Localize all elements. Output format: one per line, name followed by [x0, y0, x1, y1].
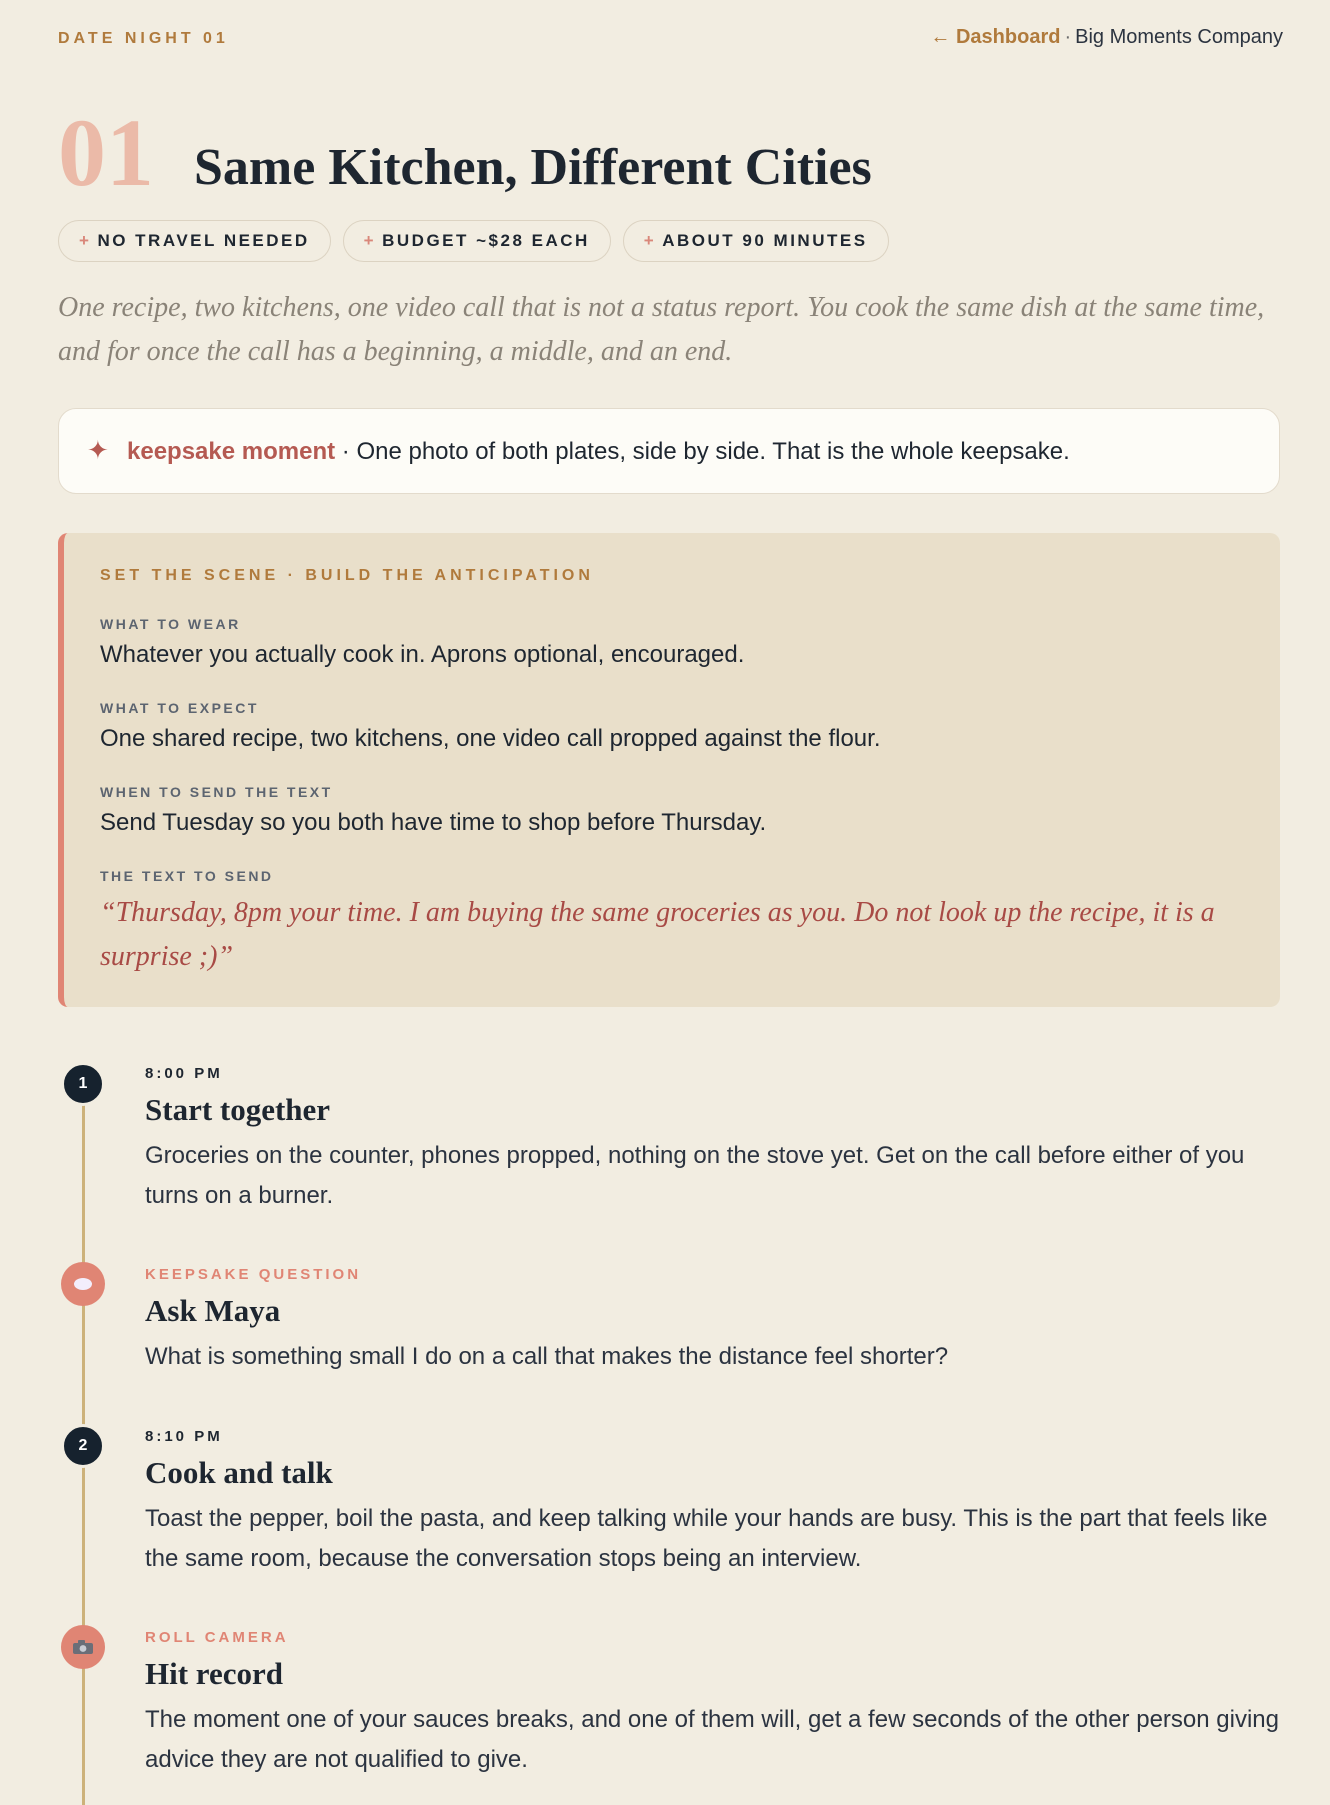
scene-value-expect: One shared recipe, two kitchens, one video call propped against the flour. — [100, 725, 881, 752]
step-body: The moment one of your sauces breaks, and one of them will, get a few seconds of the other person giving advice they are not qualified to give. — [145, 1706, 1279, 1773]
scene-label-expect: WHAT TO EXPECT — [100, 700, 259, 716]
timeline-step — [145, 1428, 1280, 1579]
tag-budget — [343, 220, 611, 262]
step-body: What is something small I do on a call that makes the distance feel shorter? — [145, 1343, 949, 1370]
breadcrumb — [930, 26, 1283, 49]
scene-heading: SET THE SCENE · BUILD THE ANTICIPATION — [100, 567, 594, 584]
camera-icon — [61, 1625, 105, 1669]
tag-label: ABOUT 90 MINUTES — [662, 231, 868, 250]
scene-label-wear: WHAT TO WEAR — [100, 616, 241, 632]
tag-list — [58, 220, 889, 262]
scene-value-when: Send Tuesday so you both have time to shop before Thursday. — [100, 809, 767, 836]
keepsake-card — [58, 408, 1280, 494]
intro-text: One recipe, two kitchens, one video call that is not a status report. You cook the same dish at the same time, and for once the call has a beginning, a middle, and an end. — [58, 292, 1265, 367]
plus-icon: + — [79, 231, 92, 250]
date-number: 01 — [58, 99, 154, 206]
dashboard-link[interactable] — [930, 26, 1060, 48]
eyebrow-label: DATE NIGHT 01 — [58, 30, 229, 47]
tag-label: NO TRAVEL NEEDED — [97, 231, 310, 250]
step-body: Groceries on the counter, phones propped, nothing on the stove yet. Get on the call before either of you turns on a burner. — [145, 1142, 1245, 1209]
dashboard-link-label: Dashboard — [955, 26, 1061, 48]
step-time: 8:10 PM — [145, 1428, 223, 1445]
keepsake-line — [127, 438, 1070, 466]
speech-bubble-icon — [61, 1262, 105, 1306]
step-body: Toast the pepper, boil the pasta, and keep talking while your hands are busy. This is the part that feels like the same room, because the conversation stops being an interview. — [145, 1505, 1268, 1572]
company-name: Big Moments Company — [1075, 26, 1283, 48]
tag-no-travel — [58, 220, 331, 262]
timeline-step — [145, 1629, 1280, 1780]
arrow-left-icon: ← — [930, 26, 951, 48]
page-title: Same Kitchen, Different Cities — [194, 139, 872, 196]
step-tag: KEEPSAKE QUESTION — [145, 1266, 362, 1283]
step-title: Ask Maya — [145, 1293, 281, 1328]
step-marker: 2 — [61, 1424, 105, 1468]
timeline-step — [145, 1065, 1280, 1216]
step-title: Hit record — [145, 1656, 284, 1691]
plus-icon: + — [363, 231, 377, 250]
step-marker: 1 — [61, 1062, 105, 1106]
keepsake-text: One photo of both plates, side by side. That is the whole keepsake. — [356, 438, 1070, 465]
step-title: Start together — [145, 1092, 331, 1127]
scene-quote: “Thursday, 8pm your time. I am buying the same groceries as you. Do not look up the recipe, it is a surprise ;)” — [100, 897, 1215, 972]
tag-label: BUDGET ~$28 EACH — [382, 231, 590, 250]
sparkle-icon: ✦ — [87, 435, 109, 465]
scene-card — [58, 533, 1280, 1007]
timeline-step — [145, 1266, 1280, 1377]
plus-icon: + — [643, 231, 657, 250]
keepsake-label: keepsake moment — [127, 438, 336, 465]
keepsake-separator: · — [341, 438, 350, 465]
tag-duration — [623, 220, 889, 262]
step-tag: ROLL CAMERA — [145, 1629, 289, 1646]
scene-value-wear: Whatever you actually cook in. Aprons optional, encouraged. — [100, 641, 745, 668]
step-title: Cook and talk — [145, 1455, 333, 1490]
step-time: 8:00 PM — [145, 1065, 223, 1082]
scene-label-when: WHEN TO SEND THE TEXT — [100, 784, 333, 800]
breadcrumb-separator: · — [1064, 26, 1072, 48]
timeline — [58, 1040, 1280, 1795]
scene-label-text: THE TEXT TO SEND — [100, 868, 274, 884]
top-bar — [58, 26, 1283, 56]
